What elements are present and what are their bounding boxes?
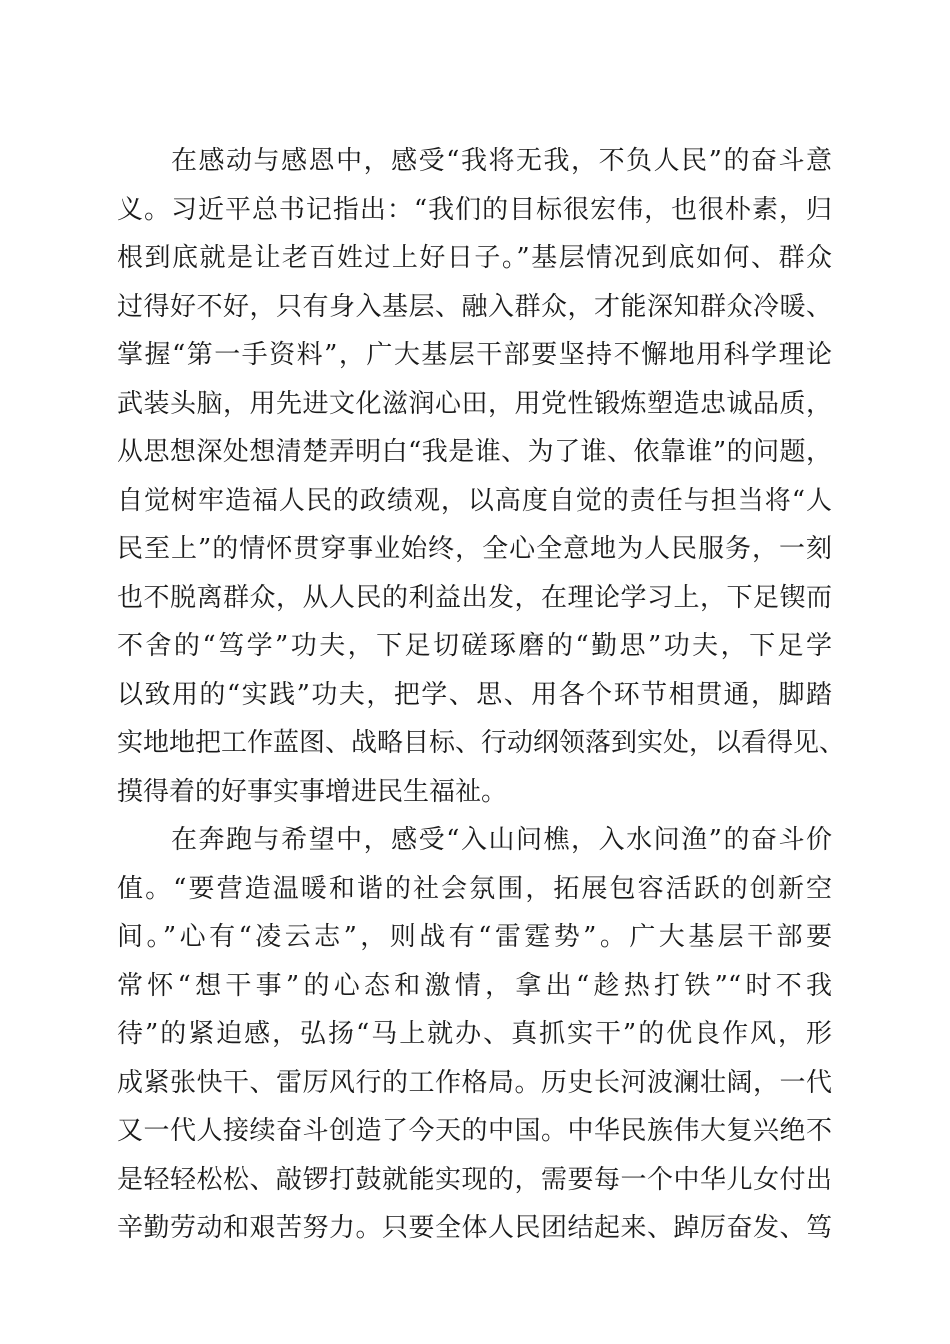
paragraph-1-line-13: 实地地把工作蓝图、战略目标、行动纲领落到实处，以看得见、 [117,728,846,758]
paragraph-1-line-7: 从思想深处想清楚弄明白“我是谁、为了谁、依靠谁”的问题， [117,437,832,467]
paragraph-2-line-9: 辛勤劳动和艰苦努力。只要全体人民团结起来、踔厉奋发、笃 [117,1213,832,1243]
paragraph-2-line-3: 间。”心有“凌云志”，则战有“雷霆势”。广大基层干部要 [117,922,832,952]
paragraph-1-line-4: 过得好不好，只有身入基层、融入群众，才能深知群众冷暖、 [117,292,832,322]
paragraph-1-line-6: 武装头脑，用先进文化滋润心田，用党性锻炼塑造忠诚品质， [117,389,832,419]
paragraph-1-line-11: 不舍的“笃学”功夫，下足切磋琢磨的“勤思”功夫，下足学 [117,631,832,661]
paragraph-1-line-2: 义。习近平总书记指出：“我们的目标很宏伟，也很朴素，归 [117,195,832,225]
paragraph-2-line-6: 成紧张快干、雷厉风行的工作格局。历史长河波澜壮阔，一代 [117,1068,832,1098]
paragraph-1-line-5: 掌握“第一手资料”，广大基层干部要坚持不懈地用科学理论 [117,340,832,370]
paragraph-1-line-12: 以致用的“实践”功夫，把学、思、用各个环节相贯通，脚踏 [117,680,832,710]
paragraph-1-line-3: 根到底就是让老百姓过上好日子。”基层情况到底如何、群众 [117,243,832,273]
paragraph-2-line-8: 是轻轻松松、敲锣打鼓就能实现的，需要每一个中华儿女付出 [117,1165,832,1195]
paragraph-2-line-7: 又一代人接续奋斗创造了今天的中国。中华民族伟大复兴绝不 [117,1116,832,1146]
paragraph-1-line-10: 也不脱离群众，从人民的利益出发，在理论学习上，下足锲而 [117,583,832,613]
paragraph-1-line-1: 在感动与感恩中，感受“我将无我，不负人民”的奋斗意 [171,146,832,176]
paragraph-2-line-1: 在奔跑与希望中，感受“入山问樵，入水问渔”的奋斗价 [171,825,832,855]
paragraph-2-line-4: 常怀“想干事”的心态和激情，拿出“趁热打铁”“时不我 [117,971,832,1001]
paragraph-1-line-9: 民至上”的情怀贯穿事业始终，全心全意地为人民服务，一刻 [117,534,832,564]
paragraph-2-line-2: 值。“要营造温暖和谐的社会氛围，拓展包容活跃的创新空 [117,874,832,904]
paragraph-1-line-8: 自觉树牢造福人民的政绩观，以高度自觉的责任与担当将“人 [117,486,832,516]
paragraph-2-line-5: 待”的紧迫感，弘扬“马上就办、真抓实干”的优良作风，形 [117,1019,832,1049]
paragraph-1-line-14: 摸得着的好事实事增进民生福祉。 [117,777,508,807]
